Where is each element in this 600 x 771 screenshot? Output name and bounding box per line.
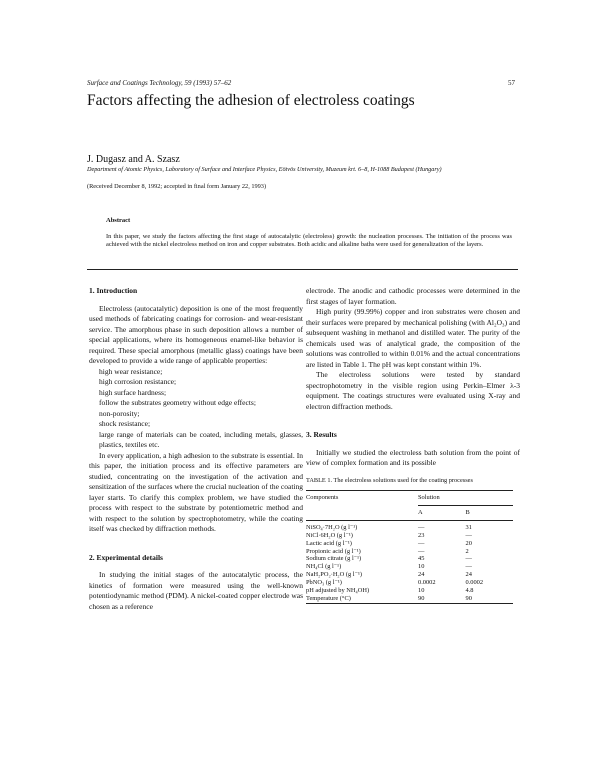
- table-cell: 24: [418, 571, 425, 579]
- table-cell: 23: [418, 531, 425, 539]
- table-row: [306, 579, 513, 587]
- table-cell: 20: [465, 539, 472, 547]
- table-cell: 90: [465, 594, 472, 602]
- table-row: [306, 555, 513, 563]
- list-item: non-porosity;: [99, 408, 140, 418]
- list-item: follow the substrates geometry without edge effects;: [99, 398, 256, 407]
- table-row: [306, 540, 513, 548]
- section-heading: 1. Introduction: [89, 286, 138, 295]
- table-row: [306, 532, 513, 540]
- list-item: shock resistance;: [99, 419, 151, 428]
- right-column: [306, 286, 520, 604]
- column-header: B: [465, 508, 470, 516]
- table-cell: —: [418, 539, 425, 547]
- paper-title: Factors affecting the adhesion of electroless coatings: [87, 92, 415, 109]
- table-cell: NaH₂PO₂·H₂O (g l⁻¹): [306, 571, 362, 579]
- table-cell: NiSO₄·7H₂O (g l⁻¹): [306, 523, 358, 531]
- table-cell: 4.8: [465, 587, 474, 595]
- table-row: [306, 571, 513, 579]
- table-cell: Lactic acid (g l⁻¹): [306, 539, 352, 547]
- table-cell: 45: [418, 555, 425, 563]
- table-cell: —: [465, 555, 472, 563]
- column-header: Solution: [418, 491, 513, 506]
- section-heading: 3. Results: [306, 430, 337, 439]
- table-cell: —: [465, 531, 472, 539]
- table-row: [306, 520, 513, 531]
- paragraph: electrode. The anodic and cathodic processes were determined in the first stages of layer formation.: [306, 286, 520, 306]
- table-cell: 31: [465, 523, 472, 531]
- table-caption: TABLE 1. The electroless solutions used for the coating processes: [306, 476, 473, 484]
- table-cell: 24: [465, 571, 472, 579]
- table-cell: 0.0002: [465, 579, 484, 587]
- table-row: [306, 587, 513, 595]
- journal-header: Surface and Coatings Technology, 59 (1993) 57–62: [87, 79, 232, 87]
- table-cell: —: [418, 523, 425, 531]
- authors: J. Dugasz and A. Szasz: [87, 154, 180, 165]
- paragraph: The electroless solutions were tested by standard spectrophotometry in the visible region using Perkin–Elmer λ-3 equipment. The coatings structures were evaluated using X-ray and electron diffraction methods.: [306, 370, 520, 411]
- left-column: [89, 286, 303, 612]
- table-cell: Temperature (°C): [306, 594, 351, 602]
- paragraph: In every application, a high adhesion to the substrate is essential. In this paper, the initiation process and its effective parameters are studied, concentrating on the investigation of the activation and sensitization of the surfaces where the crucial nucleation of the coating layer starts. To clarify this complex problem, we have studied the process with respect to the substrate by potentiometric method and with respect to the solution by spectrophotometry, while the coating itself was checked by diffraction methods.: [89, 450, 303, 533]
- section-heading: 2. Experimental details: [89, 552, 163, 562]
- table-cell: —: [465, 563, 472, 571]
- affiliation: Department of Atomic Physics, Laboratory of Surface and Interface Physics, Eötvös University, Muzeum krt. 6–8, H-1088 Budapest (Hungary): [87, 166, 442, 173]
- received-dates: (Received December 8, 1992; accepted in final form January 22, 1993): [87, 183, 267, 190]
- column-header: A: [418, 508, 423, 516]
- table-row: [306, 595, 513, 603]
- abstract-heading: Abstract: [106, 217, 131, 224]
- data-table: [306, 490, 513, 604]
- table-cell: 2: [465, 547, 469, 555]
- table-row: [306, 563, 513, 571]
- table-row: [306, 548, 513, 556]
- table-cell: NH₄Cl (g l⁻¹): [306, 563, 342, 571]
- table-cell: —: [418, 547, 425, 555]
- list-item: high surface hardness;: [99, 387, 167, 397]
- list-item: high corrosion resistance;: [99, 377, 177, 386]
- table-cell: PbNO₃ (g l⁻¹): [306, 579, 342, 587]
- table-cell: 10: [418, 563, 425, 571]
- paragraph: Electroless (autocatalytic) deposition is one of the most frequently used methods of fabricating coatings for corrosion- and wear-resistant service. The amorphous phase in such deposition allows a number of special applications, where its homogeneous enamel-like behavior is required. These special amorphous (metallic glass) coatings have been developed to provide a wide range of applicable properties:: [89, 303, 303, 365]
- table-cell: pH adjusted by NH₄OH): [306, 587, 370, 595]
- table-cell: Sodium citrate (g l⁻¹): [306, 555, 362, 563]
- column-header: Components: [306, 494, 339, 501]
- paragraph: Initially we studied the electroless bath solution from the point of view of complex formation and its possible: [306, 447, 520, 467]
- table-cell: 10: [418, 587, 425, 595]
- list-item: large range of materials can be coated, including metals, glasses, plastics, textiles etc.: [99, 429, 303, 449]
- table-cell: NiCl·6H₂O (g l⁻¹): [306, 531, 353, 539]
- list-item: high wear resistance;: [99, 366, 163, 376]
- paragraph: In studying the initial stages of the autocatalytic process, the kinetics of formation were measured using the well-known potentiodynamic method (PDM). A nickel-coated copper electrode was chosen as a reference: [89, 570, 303, 611]
- abstract-text: In this paper, we study the factors affecting the first stage of autocatalytic (electroless) growth: the nucleation processes. The initiation of the process was achieved with the nickel electroless method on iron and copper substrates. Both acidic and alkaline baths were used for generalization of the layers.: [106, 233, 512, 249]
- table-cell: 90: [418, 594, 425, 602]
- paragraph: High purity (99.99%) copper and iron substrates were chosen and their surfaces were prepared by mechanical polishing (with Al₂O₃) and subsequent washing in methanol and distilled water. The purity of the chemicals used was of analytical grade, the composition of the solutions was controlled to within 0.01% and the actual concentrations are listed in Table 1. The pH was kept constant within 1%.: [306, 307, 520, 369]
- table-cell: 0.0002: [418, 579, 436, 587]
- table-cell: Propionic acid (g l⁻¹): [306, 547, 361, 555]
- divider: [87, 269, 518, 270]
- page-number: 57: [508, 79, 515, 87]
